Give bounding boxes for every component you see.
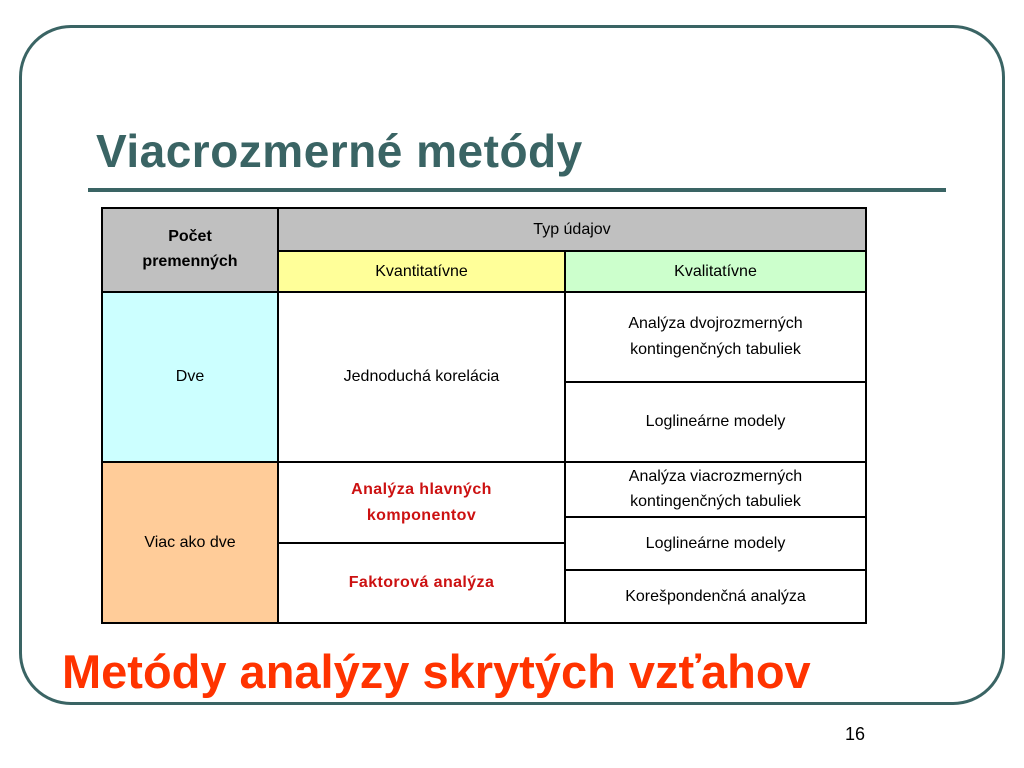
cell-loglinear-two: Loglineárne modely: [645, 413, 786, 431]
grid-line: [564, 516, 865, 518]
page-number: 16: [845, 724, 866, 744]
grid-line: [277, 542, 564, 544]
title-underline: [88, 188, 946, 192]
methods-table: [101, 207, 867, 624]
grid-line: [103, 461, 865, 463]
cell-factor-analysis: Faktorová analýza: [348, 574, 495, 592]
cell-pca: [279, 463, 564, 542]
cell-two-dim-contingency: [566, 293, 865, 381]
grid-line: [564, 569, 865, 571]
cell-two-dim-contingency-text: Analýza dvojrozmerných kontingenčných tabuliek: [628, 315, 803, 358]
row-label-more: Viac ako dve: [103, 463, 277, 622]
grid-line: [564, 381, 865, 383]
header-data-type: Typ údajov: [279, 209, 865, 250]
header-qualitative: Kvalitatívne: [566, 252, 865, 291]
slide-title: Viacrozmerné metódy: [96, 125, 583, 177]
header-variable-count-text: Počet premenných: [142, 228, 238, 270]
grid-line: [277, 250, 865, 252]
grid-line: [103, 291, 865, 293]
header-variable-count: [103, 209, 277, 291]
slide-subtitle: Metódy analýzy skrytých vzťahov: [62, 645, 811, 698]
cell-pca-text: Analýza hlavných komponentov: [351, 480, 492, 524]
cell-multi-dim-contingency: [566, 463, 865, 516]
header-quantitative: Kvantitatívne: [279, 252, 564, 291]
cell-multi-dim-contingency-text: Analýza viacrozmerných kontingenčných tabuliek: [628, 467, 803, 510]
grid-line: [277, 209, 279, 622]
grid-line: [564, 250, 566, 622]
cell-simple-correlation: Jednoduchá korelácia: [343, 368, 500, 386]
cell-loglinear-more: Loglineárne modely: [645, 534, 786, 552]
row-label-two: Dve: [103, 293, 277, 461]
cell-correspondence: Korešpondenčná analýza: [625, 587, 806, 605]
